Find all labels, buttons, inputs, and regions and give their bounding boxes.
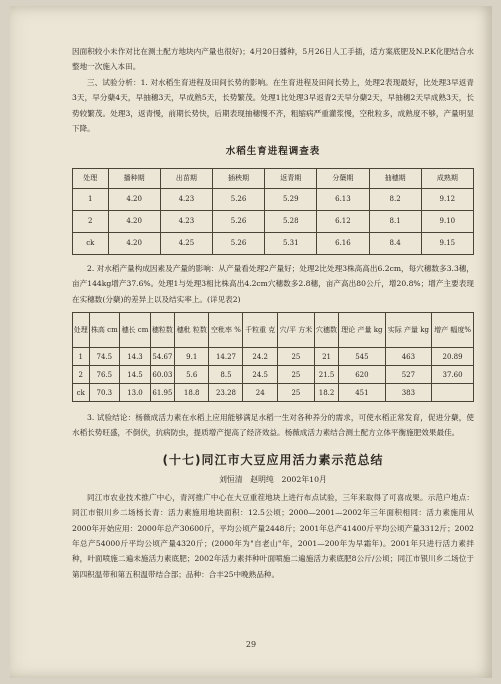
- table-cell: 24.2: [243, 348, 277, 366]
- section-authors: 刘恒清 赵明纯 2002年10月: [219, 475, 327, 485]
- table-header-cell: 穴穗数: [314, 313, 338, 348]
- section-title: (十七)同江市大豆应用活力素示范总结: [162, 452, 384, 467]
- table-cell: 18.2: [314, 384, 338, 402]
- table-cell: 6.16: [317, 232, 369, 254]
- table-cell: 4.20: [108, 188, 160, 210]
- table-cell: 463: [385, 348, 431, 366]
- table-cell: ck: [73, 384, 90, 402]
- table-cell: 1: [73, 348, 90, 366]
- table-cell: 4.20: [108, 232, 160, 254]
- table-header-cell: 处理: [73, 313, 90, 348]
- table-cell: 37.60: [432, 366, 474, 384]
- table-cell: 9.12: [421, 188, 473, 210]
- table-header-cell: 分蘖期: [317, 168, 369, 188]
- table-cell: 8.1: [369, 210, 421, 232]
- table-row: [73, 348, 474, 366]
- table-header-cell: 成熟期: [421, 168, 473, 188]
- table-cell: 545: [339, 348, 385, 366]
- table-header-row: [73, 168, 474, 188]
- table-cell: 8.5: [209, 366, 243, 384]
- table-header-cell: 株高 cm: [89, 313, 120, 348]
- yield-components-table: [72, 312, 474, 402]
- paragraph-continuation: 因面积较小未作对比在测土配方地块内产量也很好)；4月20日播种，5月26日人工手插，适方案底肥及N.P.K化肥结合水整地一次施入本田。: [72, 47, 474, 72]
- table-header-cell: 处理: [73, 168, 109, 188]
- paragraph-conclusion: 3. 试验结论：杨薇成活力素在水稻上应用能够满足水稻一生对各种养分的需求，可使水稻正常发育，促进分蘖，使水稻长势旺盛，不倒伏，抗病防虫，提质增产提高了经济效益。杨薇成活力素结合测土配方立体平衡施肥效果最佳。: [72, 413, 474, 438]
- table-cell: 14.5: [120, 366, 151, 384]
- table-cell: 24.5: [243, 366, 277, 384]
- table-cell: 25: [277, 366, 314, 384]
- growth-progress-table: [72, 168, 474, 255]
- table-cell: 25: [277, 348, 314, 366]
- table-cell: 383: [385, 384, 431, 402]
- table-cell: 2: [73, 366, 90, 384]
- paragraph-experiment-analysis: 三、试验分析：1. 对水稻生育进程及田间长势的影响。在生育进程及田间长势上，处理2表现最好，比处理3早返青3天，早分蘖4天，早抽穗3天，早成熟5天，长势繁茂。处理1比处理3早返青2天早分蘖2天，早抽穗2天早成熟3天，长势较繁茂。处理3，返青慢，前期长势快，后期表现抽穗慢不齐，粗缩病严重灌浆慢，空秕粒多，成熟度不够，产量明显下降。: [72, 77, 474, 134]
- table-row: [73, 188, 474, 210]
- table-cell: 5.6: [175, 366, 209, 384]
- table-cell: 9.1: [175, 348, 209, 366]
- page-content: [72, 44, 474, 582]
- table-row: [73, 210, 474, 232]
- table-cell: 25: [277, 384, 314, 402]
- table-cell: 61.95: [150, 384, 174, 402]
- table-header-cell: 播种期: [108, 168, 160, 188]
- paragraph-yield-effect: 2. 对水稻产量构成因素及产量的影响：从产量看处理2产量好；处理2比处理3株高高出6.2cm，每穴穗数多3.3穗，亩产144kg增产37.6%。处理1与处理3相比株高出4.2cm穴穗数多2.8穗，亩产高出80公斤，增20.8%；增产主要表现在实穗数(分蘖)的差异上以及结实率上。(详见表2): [72, 263, 474, 304]
- table-cell: 620: [339, 366, 385, 384]
- page-number: 29: [245, 640, 257, 649]
- table-header-cell: 出苗期: [160, 168, 212, 188]
- table-cell: 5.26: [212, 210, 264, 232]
- table-cell: 4.23: [160, 210, 212, 232]
- table-header-cell: 插秧期: [212, 168, 264, 188]
- paragraph-soybean-demo: 同江市农业技术推广中心，青河推广中心在大豆重茬地块上进行布点试验，三年来取得了可喜成果。示范户地点：同江市银川乡二场杨长青：活力素施用地块面积：12.5公顷；2000—2001—2002年三年面积相同：活力素施用从2000年开始应用：2000年总产30600斤，平均公顷产量2448斤；2001年总产41400斤平均公顷产量3312斤；2002年总产54000斤平均公顷产量4320斤；(2000年为"自老山"年，2001—200年为早霜年)。2001年只进行活力素拌种，叶面喷施二遍未施活力素底肥；2002年活力素拌种叶面喷施二遍施活力素底肥8公斤/公顷；同江市银川乡二场位于第四积温带和第五积温带结合部；品种：合丰25中晚熟品种。: [72, 492, 474, 579]
- table-cell: 20.89: [432, 348, 474, 366]
- table-cell: 451: [339, 384, 385, 402]
- table-cell: 4.25: [160, 232, 212, 254]
- table-header-cell: 穴/平 方米: [277, 313, 314, 348]
- table-header-cell: 返青期: [265, 168, 317, 188]
- table-cell: 2: [73, 210, 109, 232]
- table-cell: 6.13: [317, 188, 369, 210]
- table-cell: 4.23: [160, 188, 212, 210]
- table-cell: 4.20: [108, 210, 160, 232]
- table-cell: 8.4: [369, 232, 421, 254]
- table-cell: ck: [73, 232, 109, 254]
- table-row: [73, 384, 474, 402]
- table-cell: 5.31: [265, 232, 317, 254]
- table-cell: 14.27: [209, 348, 243, 366]
- table-header-cell: 千粒重 克: [243, 313, 277, 348]
- table-header-cell: 空秕率 %: [209, 313, 243, 348]
- table-cell: 8.2: [369, 188, 421, 210]
- table-row: [73, 232, 474, 254]
- table-cell: 21: [314, 348, 338, 366]
- document-page: [10, 6, 492, 678]
- table-cell: 54.67: [150, 348, 174, 366]
- table-cell: 23.28: [209, 384, 243, 402]
- table-header-cell: 增产 幅度%: [432, 313, 474, 348]
- table-cell: 24: [243, 384, 277, 402]
- table-cell: 1: [73, 188, 109, 210]
- table-row: [73, 366, 474, 384]
- table-header-row: [73, 313, 474, 348]
- table-cell: 5.29: [265, 188, 317, 210]
- table-cell: 5.26: [212, 188, 264, 210]
- table-header-cell: 穗秕 粒数: [175, 313, 209, 348]
- table-cell: [432, 384, 474, 402]
- table-cell: 74.5: [89, 348, 120, 366]
- table-cell: 21.5: [314, 366, 338, 384]
- table-cell: 9.10: [421, 210, 473, 232]
- table-cell: 60.03: [150, 366, 174, 384]
- table-header-cell: 抽穗期: [369, 168, 421, 188]
- table-cell: 13.0: [120, 384, 151, 402]
- table1-title: 水稻生育进程调查表: [225, 146, 321, 158]
- table-header-cell: 理论 产量 kg: [339, 313, 385, 348]
- table-cell: 5.28: [265, 210, 317, 232]
- table-header-cell: 实际 产量 kg: [385, 313, 431, 348]
- table-header-cell: 穗粒数: [150, 313, 174, 348]
- table-cell: 18.8: [175, 384, 209, 402]
- table-cell: 70.3: [89, 384, 120, 402]
- table-cell: 9.15: [421, 232, 473, 254]
- table-cell: 14.3: [120, 348, 151, 366]
- table-cell: 5.26: [212, 232, 264, 254]
- table-cell: 6.12: [317, 210, 369, 232]
- table-cell: 76.5: [89, 366, 120, 384]
- table-header-cell: 穗长 cm: [120, 313, 151, 348]
- table-cell: 527: [385, 366, 431, 384]
